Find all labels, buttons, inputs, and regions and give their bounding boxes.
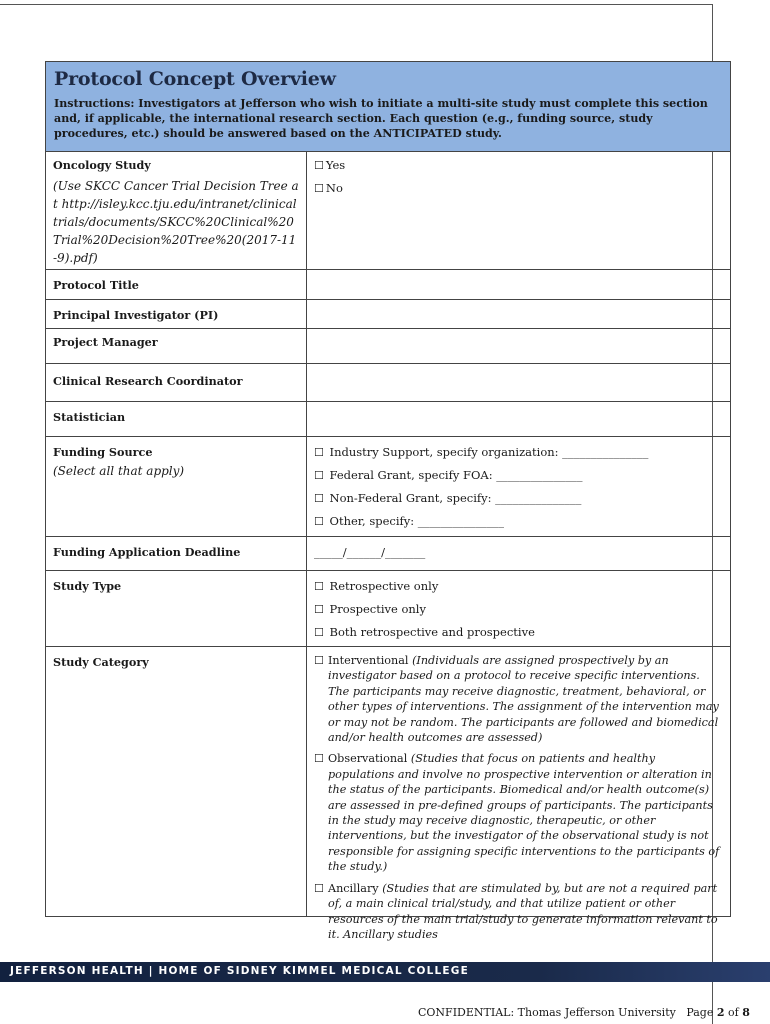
deadline-label: Funding Application Deadline [53, 545, 241, 559]
confidential-text: CONFIDENTIAL: Thomas Jefferson University [418, 1006, 676, 1019]
crc-field[interactable] [307, 364, 730, 401]
study-category-option-ancillary[interactable]: ☐ Ancillary (Studies that are stimulated by, but are not a required part of, a main clinical trial/study, and that utilize patient or other resources of the main trial/study to generate information relevant to it. Ancillary studies [314, 881, 718, 941]
row-statistician [46, 402, 730, 437]
crc-label: Clinical Research Coordinator [53, 374, 243, 388]
funding-option-industry[interactable]: ☐ Industry Support, specify organization: _______________ [314, 445, 649, 459]
checkbox-icon[interactable]: ☐ [314, 654, 324, 667]
checkbox-icon[interactable]: ☐ [314, 446, 324, 459]
checkbox-icon[interactable]: ☐ [314, 515, 324, 528]
page-border-top [0, 4, 712, 5]
study-category-option-interventional[interactable]: ☐ Interventional (Individuals are assigned prospectively by an investigator based on a protocol to receive specific interventions. The participants may receive diagnostic, treatment, behavioral, or other types of interventions. The assignment of the intervention may or may not be random. The participants are followed and biomedical and/or health outcomes are assessed) [314, 654, 719, 745]
row-funding-source [46, 437, 730, 537]
oncology-yes-option[interactable]: ☐ Yes [314, 158, 346, 172]
funding-option-non-federal[interactable]: ☐ Non-Federal Grant, specify: _______________ [314, 491, 582, 505]
checkbox-icon[interactable]: ☐ [314, 159, 324, 172]
checkbox-icon[interactable]: ☐ [314, 752, 324, 766]
funding-option-other[interactable]: ☐ Other, specify: _______________ [314, 514, 505, 528]
checkbox-icon[interactable]: ☐ [314, 580, 324, 593]
checkbox-icon[interactable]: ☐ [314, 182, 324, 195]
row-study-category [46, 647, 730, 941]
pi-field[interactable] [307, 300, 730, 328]
protocol-title-label: Protocol Title [53, 278, 139, 292]
row-oncology [46, 152, 730, 270]
row-pi [46, 300, 730, 329]
study-type-option-retrospective[interactable]: ☐ Retrospective only [314, 579, 439, 593]
section-instructions: Instructions: Investigators at Jefferson who wish to initiate a multi-site study must complete this section and, if applicable, the international research section. Each question (e.g., funding source, study procedures, etc.) should be answered based on the ANTICIPATED study. [54, 97, 708, 140]
oncology-note: (Use SKCC Cancer Trial Decision Tree at http://isley.kcc.tju.edu/intranet/clinicaltrials/documents/SKCC%20Clinical%20Trial%20Decision%20Tree%20(2017-11-9).pdf) [53, 179, 299, 265]
funding-source-note: (Select all that apply) [53, 464, 185, 478]
checkbox-icon[interactable]: ☐ [314, 492, 324, 505]
row-deadline [46, 537, 730, 571]
funding-source-label: Funding Source [53, 445, 153, 459]
protocol-title-field[interactable] [307, 270, 730, 299]
footer-banner-text: JEFFERSON HEALTH | HOME OF SIDNEY KIMMEL MEDICAL COLLEGE [10, 965, 469, 977]
project-manager-field[interactable] [307, 329, 730, 363]
pi-label: Principal Investigator (PI) [53, 308, 219, 322]
funding-option-federal[interactable]: ☐ Federal Grant, specify FOA: _______________ [314, 468, 583, 482]
protocol-concept-table [45, 61, 731, 941]
deadline-field[interactable]: _____/______/_______ [314, 545, 426, 559]
of-label: of [728, 1006, 739, 1019]
oncology-no-option[interactable]: ☐ No [314, 181, 343, 195]
study-type-option-both[interactable]: ☐ Both retrospective and prospective [314, 625, 535, 639]
checkbox-icon[interactable]: ☐ [314, 603, 324, 616]
page-footer [418, 1006, 750, 1019]
page-number: 2 [716, 1006, 725, 1019]
row-study-type [46, 571, 730, 647]
row-protocol-title [46, 270, 730, 300]
section-header [46, 62, 730, 152]
oncology-label: Oncology Study [53, 158, 151, 172]
statistician-label: Statistician [53, 410, 126, 424]
page-label: Page [686, 1006, 714, 1019]
statistician-field[interactable] [307, 402, 730, 436]
page-total: 8 [742, 1006, 750, 1019]
row-crc [46, 364, 730, 402]
checkbox-icon[interactable]: ☐ [314, 626, 324, 639]
study-category-option-observational[interactable]: ☐ Observational (Studies that focus on patients and healthy populations and involve no prospective intervention or alteration in the status of the participants. Biomedical and/or health outcome(s) are assessed in pre-defined groups of participants. The participants in the study may receive diagnostic, therapeutic, or other interventions, but the investigator of the observational study is not responsible for assigning specific interventions to the participants of the study.) [314, 752, 720, 874]
row-project-manager [46, 329, 730, 364]
checkbox-icon[interactable]: ☐ [314, 469, 324, 482]
study-category-label: Study Category [53, 655, 149, 669]
project-manager-label: Project Manager [53, 335, 158, 349]
study-type-option-prospective[interactable]: ☐ Prospective only [314, 602, 426, 616]
checkbox-icon[interactable]: ☐ [314, 881, 324, 895]
section-title: Protocol Concept Overview [54, 68, 336, 90]
study-type-label: Study Type [53, 579, 122, 593]
